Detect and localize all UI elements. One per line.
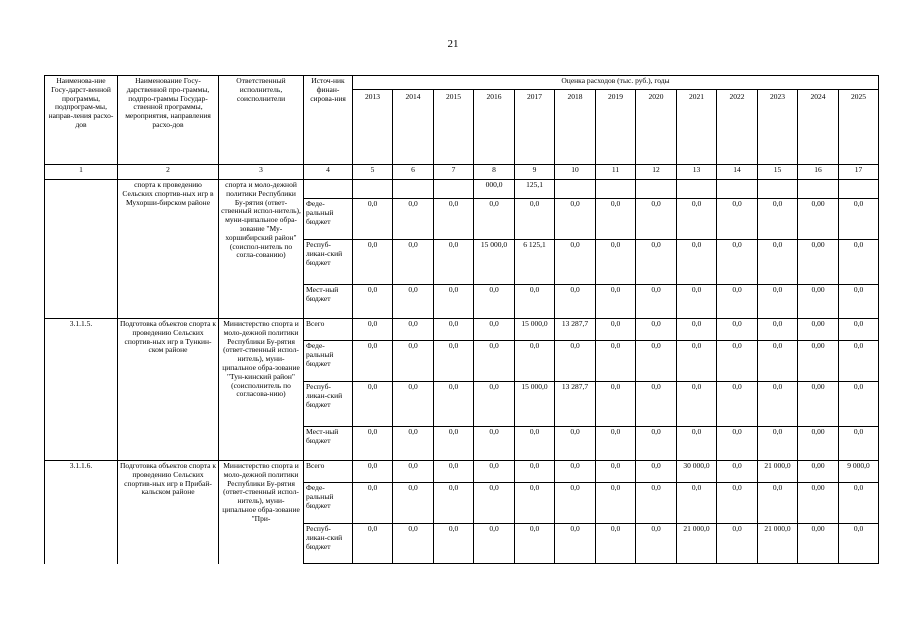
expense-value: 0,0: [596, 199, 636, 240]
expense-value: 6 125,1: [515, 240, 555, 285]
expense-value: 0,0: [596, 319, 636, 341]
expense-value: 0,0: [758, 382, 798, 427]
year-header: 2021: [677, 89, 717, 164]
expense-value: 0,0: [515, 199, 555, 240]
expense-value: 15 000,0: [474, 240, 515, 285]
expense-value: 0,0: [434, 382, 474, 427]
expense-value: 0,0: [758, 319, 798, 341]
expense-value: [717, 180, 758, 199]
year-header: 2022: [717, 89, 758, 164]
expense-value: 0,0: [555, 240, 596, 285]
expense-value: 0,0: [677, 382, 717, 427]
expense-value: 0,0: [353, 199, 393, 240]
expense-value: 0,0: [393, 427, 434, 461]
budget-table: [44, 75, 879, 564]
expense-value: 0,0: [434, 199, 474, 240]
expense-value: 0,0: [839, 319, 879, 341]
column-number: 6: [393, 165, 434, 180]
expense-value: 0,0: [393, 341, 434, 382]
expense-value: 0,0: [636, 341, 677, 382]
column-number: 11: [596, 165, 636, 180]
expense-value: 0,0: [839, 199, 879, 240]
column-number: 13: [677, 165, 717, 180]
column-number: 12: [636, 165, 677, 180]
expense-value: 0,0: [839, 483, 879, 524]
funding-source: [304, 180, 353, 199]
expense-value: 0,0: [636, 382, 677, 427]
expense-value: 0,00: [798, 341, 839, 382]
expense-value: 0,0: [636, 524, 677, 564]
expense-value: 0,0: [839, 341, 879, 382]
expense-value: 0,0: [474, 461, 515, 483]
measure-code: 3.1.1.6.: [45, 461, 118, 564]
year-header: 2014: [393, 89, 434, 164]
funding-source: Всего: [304, 461, 353, 483]
expense-value: 0,0: [717, 240, 758, 285]
expense-value: 0,0: [758, 240, 798, 285]
expense-value: 0,0: [839, 382, 879, 427]
expense-value: 0,0: [677, 427, 717, 461]
expense-value: 0,0: [555, 461, 596, 483]
expense-value: [758, 180, 798, 199]
expense-value: 0,0: [353, 483, 393, 524]
column-number: 4: [304, 165, 353, 180]
header-measure-name: Наименование Госу-дарственной про-граммы, подпро-граммы Государ-ственной программы, мероприятия, направления расхо-дов: [118, 76, 219, 165]
expense-value: 0,0: [555, 483, 596, 524]
expense-value: 0,0: [434, 341, 474, 382]
funding-source: Феде-ральный бюджет: [304, 341, 353, 382]
expense-value: 0,0: [717, 341, 758, 382]
expense-value: 0,0: [839, 240, 879, 285]
expense-value: 13 287,7: [555, 382, 596, 427]
column-number: 1: [45, 165, 118, 180]
expense-value: 0,0: [636, 285, 677, 319]
expense-value: [677, 180, 717, 199]
header-program-name: Наименова-ние Госу-дарст-венной программы, подпрограм-мы, направ-ления расхо-дов: [45, 76, 118, 165]
expense-value: 9 000,0: [839, 461, 879, 483]
expense-value: 0,0: [677, 319, 717, 341]
responsible-executor: Министерство спорта и моло-дежной политики Республики Бу-рятия (ответ-ственный испол-нитель), муни-ципальное обра-зование "При-: [219, 461, 304, 564]
column-number: 10: [555, 165, 596, 180]
table-row: [45, 461, 879, 483]
expense-value: 0,0: [515, 524, 555, 564]
expense-value: 0,0: [717, 461, 758, 483]
expense-value: [798, 180, 839, 199]
funding-source: Феде-ральный бюджет: [304, 483, 353, 524]
header-funding-source: Источ-ник финан-сирова-ния: [304, 76, 353, 165]
expense-value: 0,0: [717, 524, 758, 564]
expense-value: 0,0: [555, 524, 596, 564]
expense-value: 0,0: [393, 319, 434, 341]
expense-value: 0,0: [717, 285, 758, 319]
expense-value: 0,0: [515, 483, 555, 524]
expense-value: 0,0: [839, 285, 879, 319]
year-header: 2013: [353, 89, 393, 164]
expense-value: 0,0: [758, 341, 798, 382]
expense-value: 0,0: [758, 483, 798, 524]
expense-value: [596, 180, 636, 199]
expense-value: 0,0: [353, 461, 393, 483]
expense-value: 0,0: [636, 427, 677, 461]
expense-value: 0,0: [636, 199, 677, 240]
expense-value: 0,0: [677, 483, 717, 524]
column-number: 17: [839, 165, 879, 180]
column-number: 8: [474, 165, 515, 180]
column-number: 2: [118, 165, 219, 180]
expense-value: 0,0: [636, 319, 677, 341]
funding-source: Всего: [304, 319, 353, 341]
expense-value: 0,00: [798, 483, 839, 524]
expense-value: [393, 180, 434, 199]
header-responsible: Ответственный исполнитель, соисполнители: [219, 76, 304, 165]
expense-value: 0,0: [393, 524, 434, 564]
expense-value: 0,0: [474, 341, 515, 382]
expense-value: 0,00: [798, 240, 839, 285]
column-number: 7: [434, 165, 474, 180]
expense-value: 0,0: [717, 199, 758, 240]
expense-value: 0,0: [474, 427, 515, 461]
expense-value: 0,0: [353, 341, 393, 382]
expense-value: 13 287,7: [555, 319, 596, 341]
expense-value: 0,0: [636, 240, 677, 285]
year-header: 2024: [798, 89, 839, 164]
expense-value: 0,0: [758, 199, 798, 240]
expense-value: 0,00: [798, 199, 839, 240]
expense-value: 0,0: [474, 524, 515, 564]
expense-value: 0,0: [596, 483, 636, 524]
column-number: 5: [353, 165, 393, 180]
expense-value: 0,0: [636, 483, 677, 524]
expense-value: 0,00: [798, 382, 839, 427]
expense-value: [839, 180, 879, 199]
expense-value: 0,0: [434, 483, 474, 524]
expense-value: 0,0: [677, 199, 717, 240]
funding-source: Мест-ный бюджет: [304, 285, 353, 319]
expense-value: 21 000,0: [758, 461, 798, 483]
expense-value: 0,0: [393, 285, 434, 319]
expense-value: 0,0: [555, 199, 596, 240]
expense-value: 15 000,0: [515, 382, 555, 427]
column-number: 3: [219, 165, 304, 180]
column-numbers-row: [45, 165, 879, 180]
funding-source: Респуб-ликан-ский бюджет: [304, 382, 353, 427]
measure-name: спорта к проведению Сельских спортив-ных игр в Мухорши-бирском районе: [118, 180, 219, 319]
expense-value: 125,1: [515, 180, 555, 199]
expense-value: 0,0: [434, 427, 474, 461]
expense-value: 30 000,0: [677, 461, 717, 483]
funding-source: Мест-ный бюджет: [304, 427, 353, 461]
responsible-executor: Министерство спорта и моло-дежной политики Республики Бу-рятия (ответ-ственный испол-нитель), муни-ципальное обра-зование "Тун-кинский район" (соисполнитель по согласова-нию): [219, 319, 304, 461]
funding-source: Респуб-ликан-ский бюджет: [304, 240, 353, 285]
expense-value: 0,0: [596, 240, 636, 285]
responsible-executor: спорта и моло-дежной политики Республики Бу-рятия (ответ-ственный испол-нитель), муни-ципальное обра-зование "Му-хоршибирский район" (соиспол-нитель по согла-сованию): [219, 180, 304, 319]
expense-value: 0,0: [515, 427, 555, 461]
expense-value: 0,0: [677, 341, 717, 382]
expense-value: [555, 180, 596, 199]
expense-value: 21 000,0: [677, 524, 717, 564]
table-body: [45, 180, 879, 564]
year-header: 2018: [555, 89, 596, 164]
expense-value: 0,0: [515, 285, 555, 319]
expense-value: 0,0: [393, 461, 434, 483]
expense-value: 0,0: [353, 427, 393, 461]
expense-value: 0,0: [474, 285, 515, 319]
expense-value: [636, 180, 677, 199]
expense-value: 0,0: [474, 199, 515, 240]
expense-value: 0,00: [798, 461, 839, 483]
expense-value: 0,0: [353, 285, 393, 319]
expense-value: 0,00: [798, 427, 839, 461]
expense-value: 0,0: [596, 341, 636, 382]
expense-value: 0,0: [353, 319, 393, 341]
expense-value: [434, 180, 474, 199]
expense-value: 0,00: [798, 524, 839, 564]
expense-value: 0,0: [393, 382, 434, 427]
expense-value: 0,00: [798, 285, 839, 319]
expense-value: 0,0: [758, 285, 798, 319]
expense-value: 0,0: [393, 240, 434, 285]
column-number: 16: [798, 165, 839, 180]
year-header: 2023: [758, 89, 798, 164]
measure-code: 3.1.1.5.: [45, 319, 118, 461]
table-row: [45, 180, 879, 199]
expense-value: 0,0: [596, 382, 636, 427]
expense-value: [353, 180, 393, 199]
expense-value: 0,0: [839, 427, 879, 461]
year-header: 2017: [515, 89, 555, 164]
expense-value: 000,0: [474, 180, 515, 199]
expense-value: 0,0: [596, 461, 636, 483]
expense-value: 0,0: [434, 285, 474, 319]
expense-value: 15 000,0: [515, 319, 555, 341]
expense-value: 0,0: [434, 240, 474, 285]
expense-value: 0,0: [717, 382, 758, 427]
year-header: 2025: [839, 89, 879, 164]
expense-value: 0,0: [677, 240, 717, 285]
expense-value: 0,0: [474, 382, 515, 427]
expense-value: 0,0: [474, 483, 515, 524]
column-number: 9: [515, 165, 555, 180]
expense-value: 0,0: [474, 319, 515, 341]
expense-value: 0,0: [434, 319, 474, 341]
funding-source: Феде-ральный бюджет: [304, 199, 353, 240]
column-number: 15: [758, 165, 798, 180]
expense-value: 0,0: [839, 524, 879, 564]
expense-value: 0,0: [353, 524, 393, 564]
header-expense-estimate: Оценка расходов (тыс. руб.), годы: [353, 76, 879, 90]
expense-value: 0,0: [434, 524, 474, 564]
year-header: 2015: [434, 89, 474, 164]
expense-value: 0,0: [353, 240, 393, 285]
funding-source: Респуб-ликан-ский бюджет: [304, 524, 353, 564]
expense-value: 0,0: [393, 483, 434, 524]
year-header: 2019: [596, 89, 636, 164]
expense-value: 0,0: [758, 427, 798, 461]
expense-value: 0,0: [393, 199, 434, 240]
expense-value: 0,00: [798, 319, 839, 341]
expense-value: 0,0: [596, 285, 636, 319]
expense-value: 0,0: [434, 461, 474, 483]
expense-value: 0,0: [717, 427, 758, 461]
table-row: [45, 319, 879, 341]
expense-value: 0,0: [677, 285, 717, 319]
year-header: 2016: [474, 89, 515, 164]
expense-value: 0,0: [636, 461, 677, 483]
expense-value: 0,0: [717, 483, 758, 524]
expense-value: 21 000,0: [758, 524, 798, 564]
page-number: 21: [447, 38, 459, 50]
expense-value: 0,0: [555, 427, 596, 461]
measure-name: Подготовка объектов спорта к проведению Сельских спортив-ных игр в Тункин-ском районе: [118, 319, 219, 461]
measure-name: Подготовка объектов спорта к проведению Сельских спортив-ных игр в Прибай-кальском районе: [118, 461, 219, 564]
expense-value: 0,0: [555, 341, 596, 382]
expense-value: 0,0: [717, 319, 758, 341]
column-number: 14: [717, 165, 758, 180]
expense-value: 0,0: [596, 427, 636, 461]
expense-value: 0,0: [555, 285, 596, 319]
measure-code: [45, 180, 118, 319]
year-header: 2020: [636, 89, 677, 164]
expense-value: 0,0: [515, 341, 555, 382]
expense-value: 0,0: [596, 524, 636, 564]
expense-value: 0,0: [353, 382, 393, 427]
expense-value: 0,0: [515, 461, 555, 483]
